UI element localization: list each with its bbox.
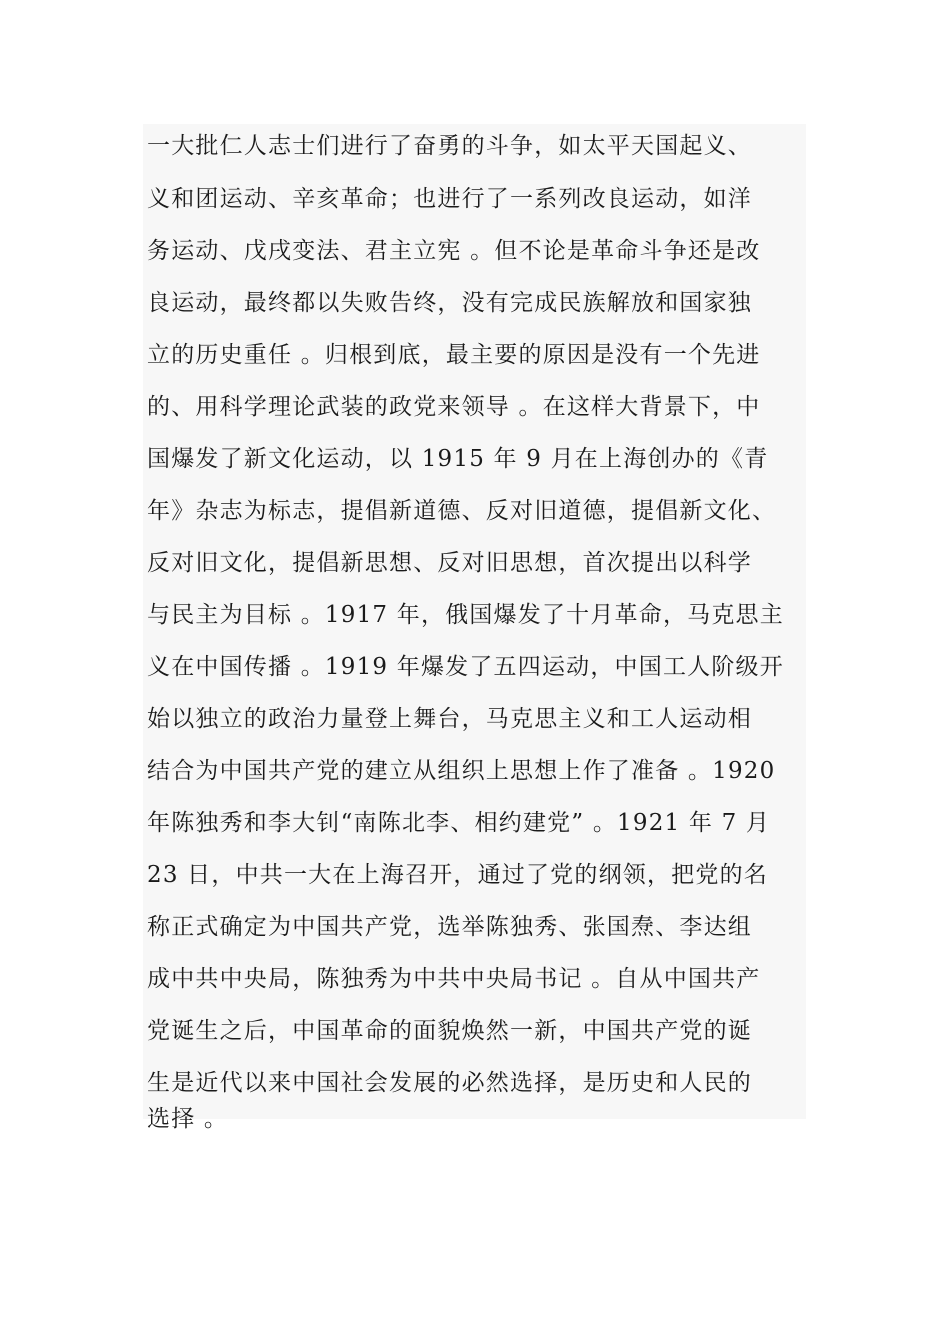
paragraph-line: 党诞生之后，中国革命的面貌焕然一新，中国共产党的诞	[147, 1018, 752, 1044]
paragraph-line: 与民主为目标 。1917 年，俄国爆发了十月革命，马克思主	[147, 602, 784, 628]
paragraph-line: 义和团运动、辛亥革命；也进行了一系列改良运动，如洋	[147, 186, 752, 212]
paragraph-line: 务运动、戊戌变法、君主立宪 。但不论是革命斗争还是改	[147, 238, 761, 264]
paragraph-line: 义在中国传播 。1919 年爆发了五四运动，中国工人阶级开	[147, 654, 784, 680]
paragraph-line: 结合为中国共产党的建立从组织上思想上作了准备 。1920	[147, 758, 776, 784]
paragraph-line: 始以独立的政治力量登上舞台，马克思主义和工人运动相	[147, 706, 752, 732]
paragraph-line: 生是近代以来中国社会发展的必然选择，是历史和人民的	[147, 1070, 752, 1096]
paragraph-line: 国爆发了新文化运动，以 1915 年 9 月在上海创办的《青	[147, 446, 769, 472]
paragraph-line: 年》杂志为标志，提倡新道德、反对旧道德，提倡新文化、	[147, 498, 777, 524]
paragraph-line: 良运动，最终都以失败告终，没有完成民族解放和国家独	[147, 290, 752, 316]
paragraph-line: 立的历史重任 。归根到底，最主要的原因是没有一个先进	[147, 342, 761, 368]
paragraph-line: 年陈独秀和李大钊“南陈北李、相约建党” 。1921 年 7 月	[147, 810, 771, 836]
paragraph-line: 选择 。	[147, 1106, 229, 1132]
paragraph-line: 成中共中央局，陈独秀为中共中央局书记 。自从中国共产	[147, 966, 761, 992]
paragraph-line: 23 日，中共一大在上海召开，通过了党的纲领，把党的名	[147, 862, 768, 888]
paragraph-line: 称正式确定为中国共产党，选举陈独秀、张国焘、李达组	[147, 914, 752, 940]
paragraph-line: 的、用科学理论武装的政党来领导 。在这样大背景下，中	[147, 394, 761, 420]
paragraph-line: 反对旧文化，提倡新思想、反对旧思想，首次提出以科学	[147, 550, 752, 576]
paragraph-line: 一大批仁人志士们进行了奋勇的斗争，如太平天国起义、	[147, 133, 752, 159]
paragraph-block	[143, 124, 806, 1132]
